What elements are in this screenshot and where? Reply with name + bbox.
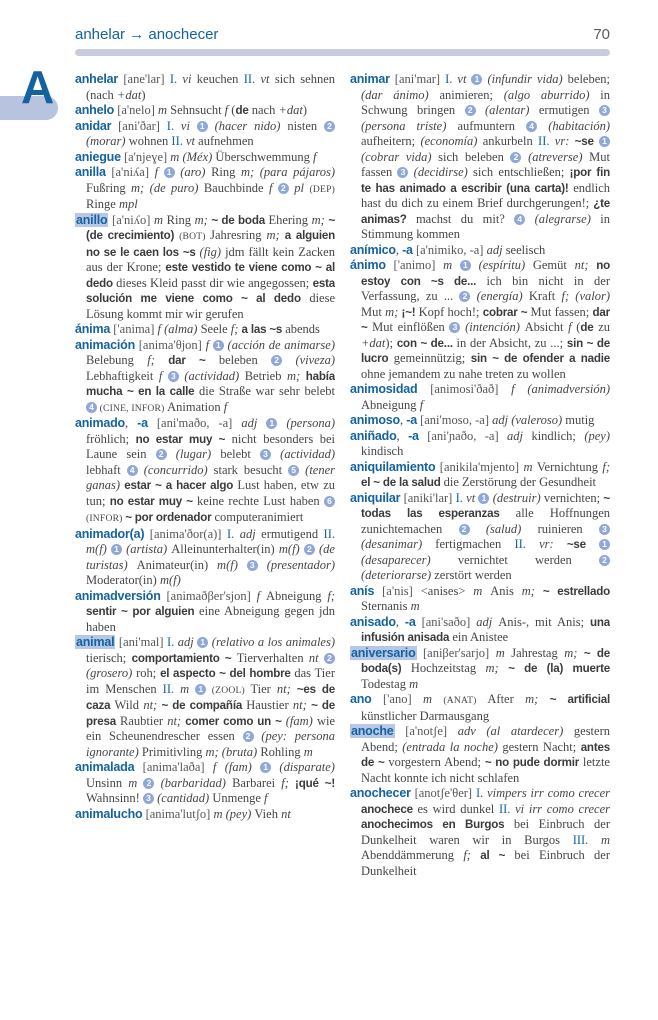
sense-number-badge: 2 — [324, 653, 335, 664]
sense-number-badge: 2 — [156, 449, 167, 460]
sense-number-badge: 2 — [304, 544, 315, 555]
sense-number-badge: 5 — [288, 465, 299, 476]
headword: animación — [75, 337, 136, 352]
headword: animar — [350, 72, 390, 86]
headword[interactable]: animal — [76, 635, 115, 649]
sense-number-badge: 3 — [449, 322, 460, 333]
headword: aniquilar — [350, 490, 401, 505]
sense-number-badge: 2 — [459, 291, 470, 302]
sense-number-badge: 3 — [247, 560, 258, 571]
headword: anís — [350, 583, 375, 598]
headword: animado — [75, 416, 125, 430]
headword: anochecer — [350, 786, 411, 800]
headword: anilla — [75, 165, 106, 179]
sense-number-badge: 2 — [243, 731, 254, 742]
headword: animosidad — [350, 382, 418, 396]
headword: animalucho — [75, 806, 143, 821]
dictionary-entry-aninado: aniñado, -a [ani'ɲaðo, -a] adj kindlich; (pey) kindisch — [350, 428, 610, 458]
dictionary-entry-animo: ánimo ['animo] m 1 (espíritu) Gemüt nt; no estoy con ~s de... ich bin nicht in der Verfassung, zu ... 2 (energía) Kraft f; (valor) Mut m; ¡~! Kopf hoch!; cobrar ~ Mut fassen; dar ~ Mut einflößen 3 (intención) Absicht f (de zu +dat); con ~ de... in der Absicht, zu ...; sin ~ de lucro gemeinnützig; sin ~ de ofender a nadie ohne jemandem zu nahe treten zu wollen — [350, 258, 610, 381]
headword[interactable]: anoche — [351, 724, 394, 738]
headword: aniñado — [350, 428, 397, 443]
dictionary-entry-animadversion: animadversión [animaðβer'sjon] f Abneigung f; sentir ~ por alguien eine Abneigung gegen jdn haben — [75, 588, 335, 634]
page-number: 70 — [593, 26, 610, 43]
sense-number-badge: 1 — [111, 544, 122, 555]
header-word-range: anhelar → anochecer — [75, 26, 219, 43]
sense-number-badge: 1 — [599, 136, 610, 147]
sense-number-badge: 4 — [127, 465, 138, 476]
headword[interactable]: aniversario — [351, 645, 416, 660]
dictionary-entry-aniquilamiento: aniquilamiento [anikila'mjento] m Vernichtung f; el ~ de la salud die Zerstörung der Gesundheit — [350, 459, 610, 489]
page-header — [75, 26, 610, 43]
header-rule — [75, 49, 610, 56]
sense-number-badge: 2 — [324, 121, 335, 132]
dictionary-entry-anhelar: anhelar [ane'lar] I. vi keuchen II. vt sich sehnen (nach +dat) — [75, 72, 335, 102]
dictionary-entry-animal: animal [ani'mal] I. adj 1 (relativo a los animales) tierisch; comportamiento ~ Tierverhalten nt 2 (grosero) roh; el aspecto ~ del hombre das Tier im Menschen II. m 1 (ZOOL) Tier nt; ~es de caza Wild nt; ~ de compañía Haustier nt; ~ de presa Raubtier nt; comer como un ~ (fam) wie ein Scheunendrescher essen 2 (pey: persona ignorante) Primitivling m; (bruta) Rohling m — [76, 635, 335, 759]
sense-number-badge: 1 — [195, 684, 206, 695]
headword: -a — [406, 413, 417, 427]
sense-number-badge: 2 — [510, 152, 521, 163]
dictionary-entry-anoche: anoche [a'notʃe] adv (al atardecer) gestern Abend; (entrada la noche) gestern Nacht; antes de ~ vorgestern Abend; ~ no pude dormir letzte Nacht konnte ich nicht schlafen — [351, 724, 610, 785]
sense-number-badge: 2 — [459, 524, 470, 535]
dictionary-entry-anidar: anidar [ani'ðar] I. vi 1 (hacer nido) nisten 2 (morar) wohnen II. vt aufnehmen — [75, 119, 335, 150]
sense-number-badge: 2 — [143, 778, 154, 789]
dictionary-entry-animosidad: animosidad [animosi'ðað] f (animadversión) Abneigung f — [350, 382, 610, 412]
dictionary-entry-anhelo: anhelo [a'nelo] m Sehnsucht f (de nach +dat) — [75, 103, 308, 117]
dictionary-entry-anisado: anisado, -a [ani'saðo] adj Anis-, mit Anis; una infusión anisada ein Anistee — [350, 614, 610, 644]
sense-number-badge: 1 — [266, 418, 277, 429]
headword: anhelar — [75, 72, 119, 86]
dictionary-entry-aniversario: aniversario [aniβer'sarjo] m Jahrestag m; ~ de boda(s) Hochzeitstag m; ~ de (la) muerte Todestag m — [351, 645, 610, 691]
headword: animalada — [75, 760, 135, 774]
dictionary-entry-anis: anís [a'nis] <anises> m Anis m; ~ estrellado Sternanis m — [350, 583, 610, 613]
headword: aniquilamiento — [350, 459, 436, 474]
headword: aniegue — [75, 149, 121, 164]
sense-number-badge: 3 — [168, 371, 179, 382]
dictionary-entry-anillo: anillo [a'niʎo] m Ring m; ~ de boda Ehering m; ~ (de crecimiento) (BOT) Jahresring m; a alguien no se le caen los ~s (fig) jdm fällt kein Zacken aus der Krone; este vestido te viene como ~ al dedo dieses Kleid passt dir wie angegossen; esta solución me viene como ~ al dedo diese Lösung kommt mir wir gerufen — [76, 212, 335, 321]
headword: -a — [408, 428, 419, 443]
headword: animoso — [350, 413, 400, 427]
sense-number-badge: 1 — [197, 637, 208, 648]
sense-number-badge: 3 — [599, 524, 610, 535]
sense-number-badge: 1 — [164, 167, 175, 178]
headword: anidar — [75, 118, 112, 133]
headword: ánima — [75, 322, 111, 336]
sense-number-badge: 1 — [213, 340, 224, 351]
sense-number-badge: 6 — [324, 496, 335, 507]
headword: animador(a) — [75, 526, 145, 541]
dictionary-entry-animalucho: animalucho [anima'lutʃo] m (pey) Vieh nt — [75, 806, 291, 821]
dictionary-entry-ano: ano ['ano] m (ANAT) After m; ~ artificial künstlicher Darmausgang — [350, 692, 610, 723]
headword: anisado — [350, 614, 396, 629]
letter-tab-label[interactable]: A — [21, 61, 55, 113]
headword: animadversión — [75, 588, 161, 603]
dictionary-entry-animado: animado, -a [ani'maðo, -a] adj 1 (persona) fröhlich; no estar muy ~ nicht besonders bei Laune sein 2 (lugar) belebt 3 (actividad) lebhaft 4 (concurrido) stark besucht 5 (tener ganas) estar ~ a hacer algo Lust haben, etw zu tun; no estar muy ~ keine rechte Lust haben 6 (INFOR) ~ por ordenador computeranimiert — [75, 416, 335, 524]
dictionary-entry-animacion: animación [anima'θjon] f 1 (acción de animarse) Belebung f; dar ~ beleben 2 (viveza) Lebhaftigkeit f 3 (actividad) Betrieb m; había mucha ~ en la calle die Straße war sehr belebt 4 (CINE, INFOR) Animation f — [75, 337, 335, 414]
dictionary-entry-aniegue: aniegue [a'njeɣe] m (Méx) Überschwemmung f — [75, 149, 317, 164]
sense-number-badge: 2 — [599, 555, 610, 566]
sense-number-badge: 4 — [514, 214, 525, 225]
dictionary-entry-anochecer: anochecer [anotʃe'θer] I. vimpers irr como crecer anochece es wird dunkel II. vi irr como crecer anochecimos en Burgos bei Einbruch der Dunkelheit waren wir in Burgos III. m Abenddämmerung f; al ~ bei Einbruch der Dunkelheit — [350, 786, 610, 878]
headword: -a — [402, 242, 413, 257]
headword: -a — [404, 614, 416, 629]
headword[interactable]: anillo — [76, 212, 108, 227]
headword: anímico — [350, 242, 396, 257]
sense-number-badge: 4 — [526, 121, 537, 132]
dictionary-entry-anima: ánima ['anima] f (alma) Seele f; a las ~s abends — [75, 322, 320, 336]
dictionary-entry-animador: animador(a) [anima'ðor(a)] I. adj ermutigend II. m(f) 1 (artista) Alleinunterhalter(in) m(f) 2 (de turistas) Animateur(in) m(f) 3 (presentador) Moderator(in) m(f) — [75, 526, 335, 587]
dictionary-entry-aniquilar: aniquilar [aniki'lar] I. vt 1 (destruir) vernichten; ~ todas las esperanzas alle Hoffnungen zunichtemachen 2 (salud) ruinieren 3 (desanimar) fertigmachen II. vr: ~se 1 (desaparecer) vernichtet werden 2 (deteriorarse) zerstört werden — [350, 490, 610, 582]
left-column — [75, 72, 335, 1006]
sense-number-badge: 1 — [460, 260, 471, 271]
dictionary-columns — [75, 72, 610, 1006]
headword: anhelo — [75, 103, 115, 117]
sense-number-badge: 2 — [465, 105, 476, 116]
dictionary-entry-anilla: anilla [a'niʎa] f 1 (aro) Ring m; (para pájaros) Fußring m; (de puro) Bauchbinde f 2 pl (DEP) Ringe mpl — [75, 165, 335, 211]
sense-number-badge: 3 — [143, 793, 154, 804]
sense-number-badge: 1 — [197, 121, 208, 132]
dictionary-entry-animalada: animalada [anima'laða] f (fam) 1 (disparate) Unsinn m 2 (barbaridad) Barbarei f; ¡qué ~! Wahnsinn! 3 (cantidad) Unmenge f — [75, 760, 335, 805]
right-column — [350, 72, 610, 1006]
sense-number-badge: 3 — [260, 449, 271, 460]
sense-number-badge: 2 — [271, 355, 282, 366]
headword: ánimo — [350, 258, 386, 272]
sense-number-badge: 3 — [599, 105, 610, 116]
sense-number-badge: 3 — [397, 167, 408, 178]
sense-number-badge: 1 — [260, 762, 271, 773]
dictionary-entry-animoso: animoso, -a [ani'moso, -a] adj (valeroso) mutig — [350, 413, 595, 427]
sense-number-badge: 1 — [599, 539, 610, 550]
sense-number-badge: 2 — [278, 183, 289, 194]
dictionary-entry-animico: anímico, -a [a'nimiko, -a] adj seelisch — [350, 242, 546, 257]
headword: -a — [137, 416, 148, 430]
sense-number-badge: 4 — [86, 402, 97, 413]
sense-number-badge: 1 — [478, 493, 489, 504]
sense-number-badge: 1 — [471, 74, 482, 85]
headword: ano — [350, 692, 372, 706]
dictionary-entry-animar: animar [ani'mar] I. vt 1 (infundir vida) beleben; (dar ánimo) animieren; (algo aburrido) in Schwung bringen 2 (alentar) ermutigen 3 (persona triste) aufmuntern 4 (habitación) aufheitern; (economía) ankurbeln II. vr: ~se 1 (cobrar vida) sich beleben 2 (atreverse) Mut fassen 3 (decidirse) sich entschließen; ¡por fin te has animado a escribir (una carta)! endlich hast du dich zu einem Brief durchgerungen!; ¿te animas? machst du mit? 4 (alegrarse) in Stimmung kommen — [350, 72, 610, 241]
